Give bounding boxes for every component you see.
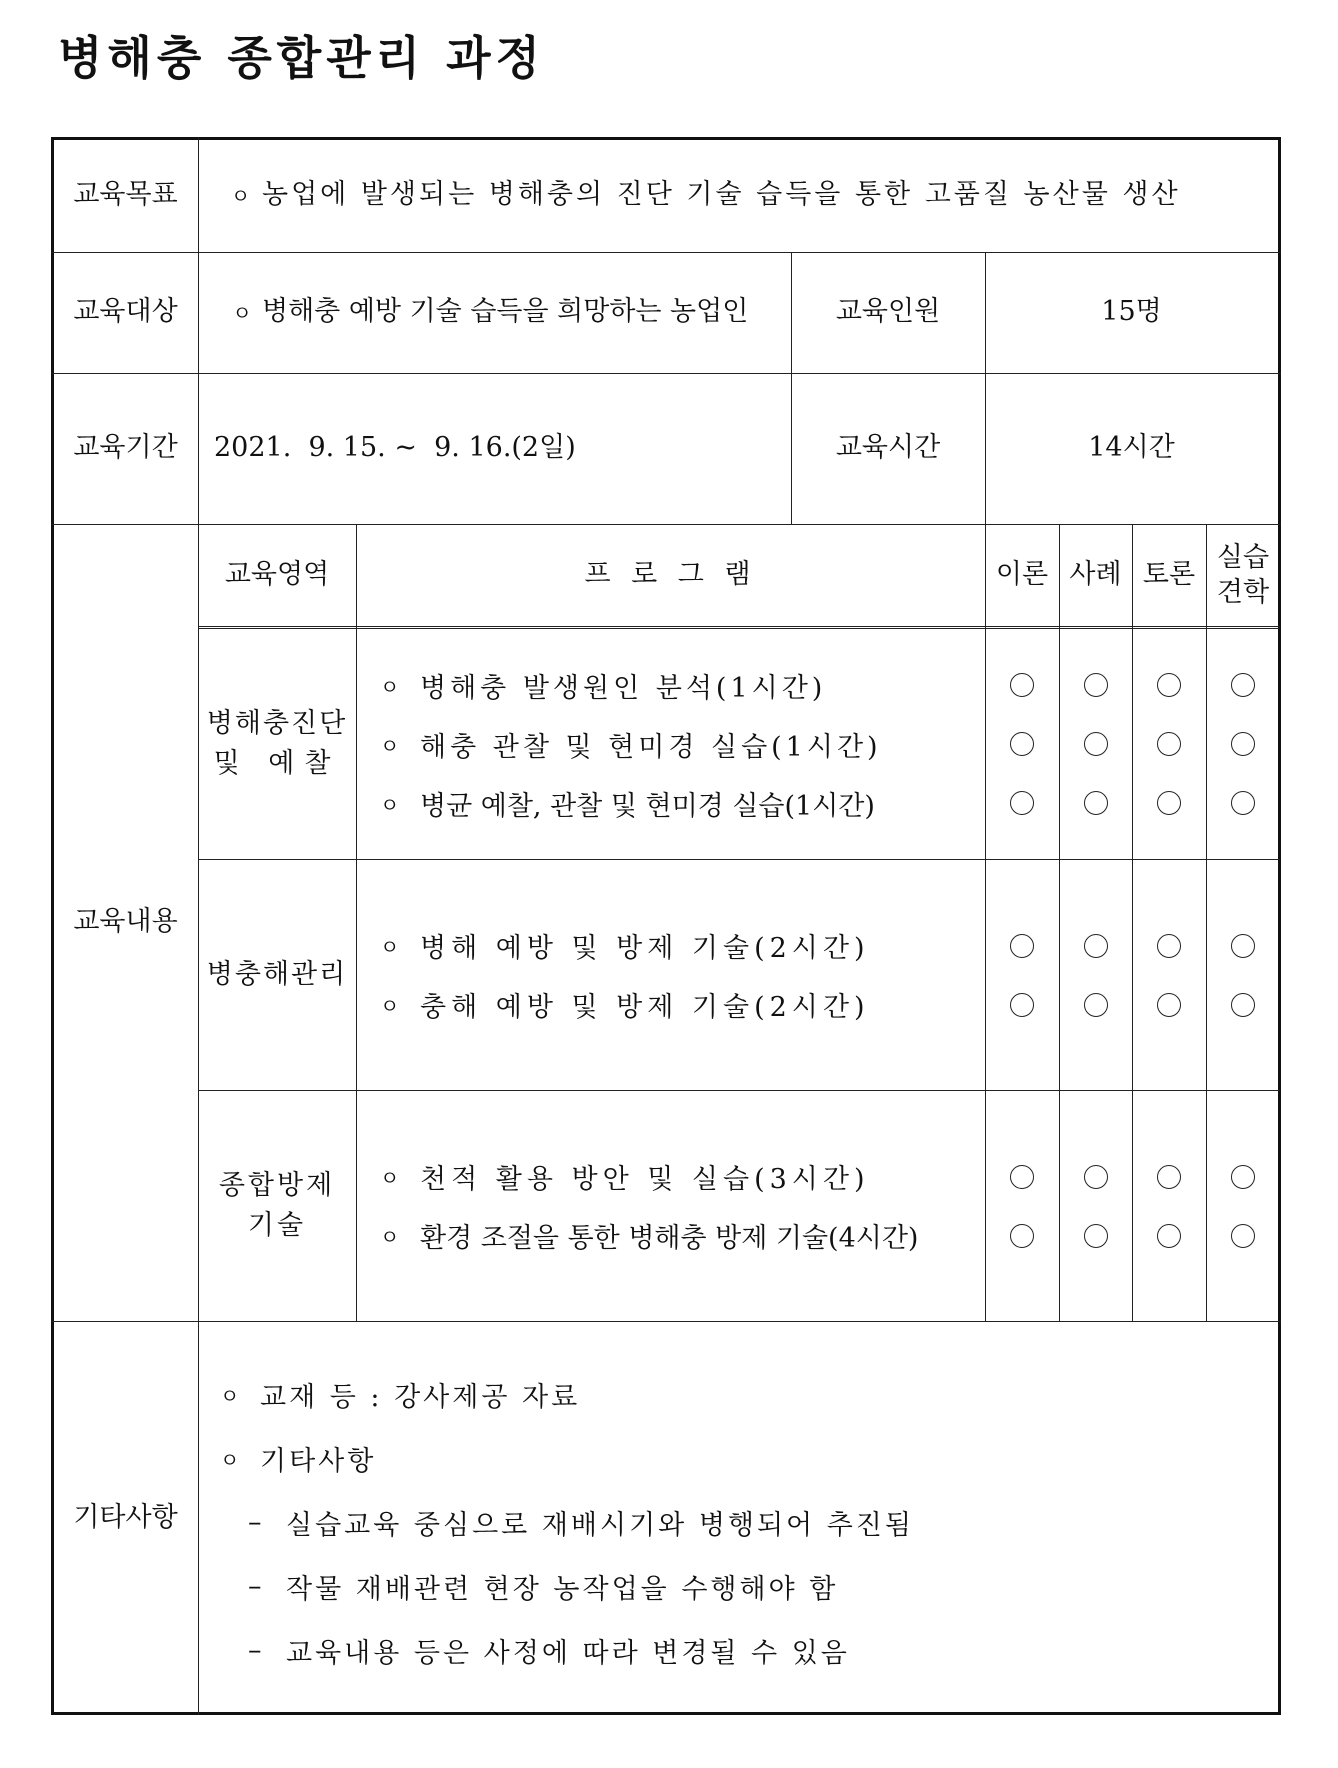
circle-mark xyxy=(1010,1224,1034,1248)
etc-note-text: 실습교육 중심으로 재배시기와 병행되어 추진됨 xyxy=(286,1509,914,1541)
circle-mark xyxy=(1157,673,1181,697)
circle-mark xyxy=(1084,673,1108,697)
program-name: 충해 예방 및 방제 기술(2시간) xyxy=(420,992,870,1023)
bullet: ㅇ xyxy=(220,1447,243,1472)
row-divider xyxy=(51,1321,1281,1322)
bullet: ㅇ xyxy=(230,183,254,208)
program-name: 해충 관찰 및 현미경 실습(1시간) xyxy=(420,731,882,763)
program-name: 병균 예찰, 관찰 및 현미경 실습(1시간) xyxy=(420,790,875,822)
program-name: 환경 조절을 통한 병해충 방제 기술(4시간) xyxy=(420,1223,919,1254)
area-name: 종합방제 xyxy=(218,1169,336,1201)
etc-materials-text: 교재 등 : 강사제공 자료 xyxy=(260,1381,581,1413)
content-label: 교육내용 xyxy=(73,906,178,938)
col-divider xyxy=(1132,524,1133,1321)
program-item xyxy=(380,656,980,715)
etc-content xyxy=(220,1362,914,1682)
circle-mark xyxy=(1157,732,1181,756)
header-area: 교육영역 xyxy=(224,558,330,590)
header-practice-line1: 실습 xyxy=(1216,541,1270,573)
circle-mark xyxy=(1084,1224,1108,1248)
circle-mark xyxy=(1231,673,1255,697)
bullet: ㅇ xyxy=(380,1166,405,1190)
etc-label: 기타사항 xyxy=(73,1502,178,1534)
circle-mark xyxy=(1010,1165,1034,1189)
bullet: ㅇ xyxy=(380,1225,400,1249)
circle-mark xyxy=(1231,993,1255,1017)
circle-mark xyxy=(1084,934,1108,958)
area-cell xyxy=(198,629,356,859)
program-name: 병해 예방 및 방제 기술(2시간) xyxy=(420,933,870,964)
program-item xyxy=(380,715,980,774)
header-case: 사례 xyxy=(1069,558,1122,590)
circle-mark xyxy=(1084,1165,1108,1189)
bullet: ㅇ xyxy=(380,994,405,1018)
count-value: 15명 xyxy=(1101,296,1162,328)
area-cell xyxy=(198,860,356,1090)
area-cell xyxy=(198,1091,356,1321)
program-item xyxy=(380,774,980,833)
circle-mark xyxy=(1231,934,1255,958)
col-divider xyxy=(1206,524,1207,1321)
area-name-line2: 기술 xyxy=(247,1210,307,1241)
program-name: 병해충 발생원인 분석(1시간) xyxy=(420,672,827,704)
circle-mark xyxy=(1010,993,1034,1017)
program-list xyxy=(380,629,980,859)
header-program: 프 로 그 램 xyxy=(584,558,757,590)
dash: – xyxy=(248,1570,265,1602)
program-item xyxy=(380,1206,980,1265)
target-text xyxy=(222,252,791,373)
col-divider xyxy=(356,524,357,1321)
goal-value: 농업에 발생되는 병해충의 진단 기술 습득을 통한 고품질 농산물 생산 xyxy=(262,179,1181,211)
program-name: 천적 활용 방안 및 실습(3시간) xyxy=(420,1164,870,1195)
hours-value: 14시간 xyxy=(1088,432,1175,464)
program-item xyxy=(380,1147,980,1206)
area-name: 병충해관리 xyxy=(206,958,348,990)
period-value: 2021. 9. 15. ~ 9. 16.(2일) xyxy=(214,432,576,464)
goal-text xyxy=(222,139,1278,252)
area-name: 병해충진단 xyxy=(206,707,348,739)
bullet: ㅇ xyxy=(380,733,404,758)
col-divider xyxy=(1059,524,1060,1321)
etc-materials xyxy=(220,1362,914,1426)
program-item xyxy=(380,916,980,975)
bullet: ㅇ xyxy=(380,792,400,817)
target-label: 교육대상 xyxy=(73,296,178,328)
goal-label: 교육목표 xyxy=(73,179,178,211)
circle-mark xyxy=(1084,993,1108,1017)
dash: – xyxy=(248,1506,265,1538)
program-list xyxy=(380,860,980,1090)
bullet: ㅇ xyxy=(380,674,404,699)
etc-note-text: 작물 재배관련 현장 농작업을 수행해야 함 xyxy=(286,1573,839,1605)
header-theory: 이론 xyxy=(995,558,1049,590)
etc-note xyxy=(220,1490,914,1554)
circle-mark xyxy=(1084,732,1108,756)
etc-note xyxy=(220,1618,914,1682)
period-label: 교육기간 xyxy=(73,432,178,464)
circle-mark xyxy=(1157,1224,1181,1248)
hours-label: 교육시간 xyxy=(835,432,941,464)
etc-notes-title-text: 기타사항 xyxy=(260,1445,377,1477)
header-practice xyxy=(1206,524,1280,626)
bullet: ㅇ xyxy=(220,1383,243,1408)
dash: – xyxy=(248,1634,265,1666)
circle-mark xyxy=(1157,934,1181,958)
circle-mark xyxy=(1157,791,1181,815)
circle-mark xyxy=(1084,791,1108,815)
circle-mark xyxy=(1157,1165,1181,1189)
etc-note-text: 교육내용 등은 사정에 따라 변경될 수 있음 xyxy=(286,1637,850,1669)
target-value: 병해충 예방 기술 습득을 희망하는 농업인 xyxy=(262,296,749,328)
circle-mark xyxy=(1231,791,1255,815)
bullet: ㅇ xyxy=(380,935,405,959)
bullet: ㅇ xyxy=(232,300,252,325)
program-list xyxy=(380,1091,980,1321)
circle-mark xyxy=(1010,673,1034,697)
area-name-line2: 및 예찰 xyxy=(213,748,341,779)
circle-mark xyxy=(1010,934,1034,958)
circle-mark xyxy=(1231,1165,1255,1189)
header-discussion: 토론 xyxy=(1142,558,1196,590)
circle-mark xyxy=(1010,732,1034,756)
count-label: 교육인원 xyxy=(835,296,941,328)
header-practice-line2: 견학 xyxy=(1216,577,1270,608)
circle-mark xyxy=(1231,1224,1255,1248)
page-title: 병해충 종합관리 과정 xyxy=(58,31,545,85)
etc-note xyxy=(220,1554,914,1618)
etc-notes-title xyxy=(220,1426,914,1490)
circle-mark xyxy=(1157,993,1181,1017)
program-item xyxy=(380,975,980,1034)
circle-mark xyxy=(1231,732,1255,756)
circle-mark xyxy=(1010,791,1034,815)
